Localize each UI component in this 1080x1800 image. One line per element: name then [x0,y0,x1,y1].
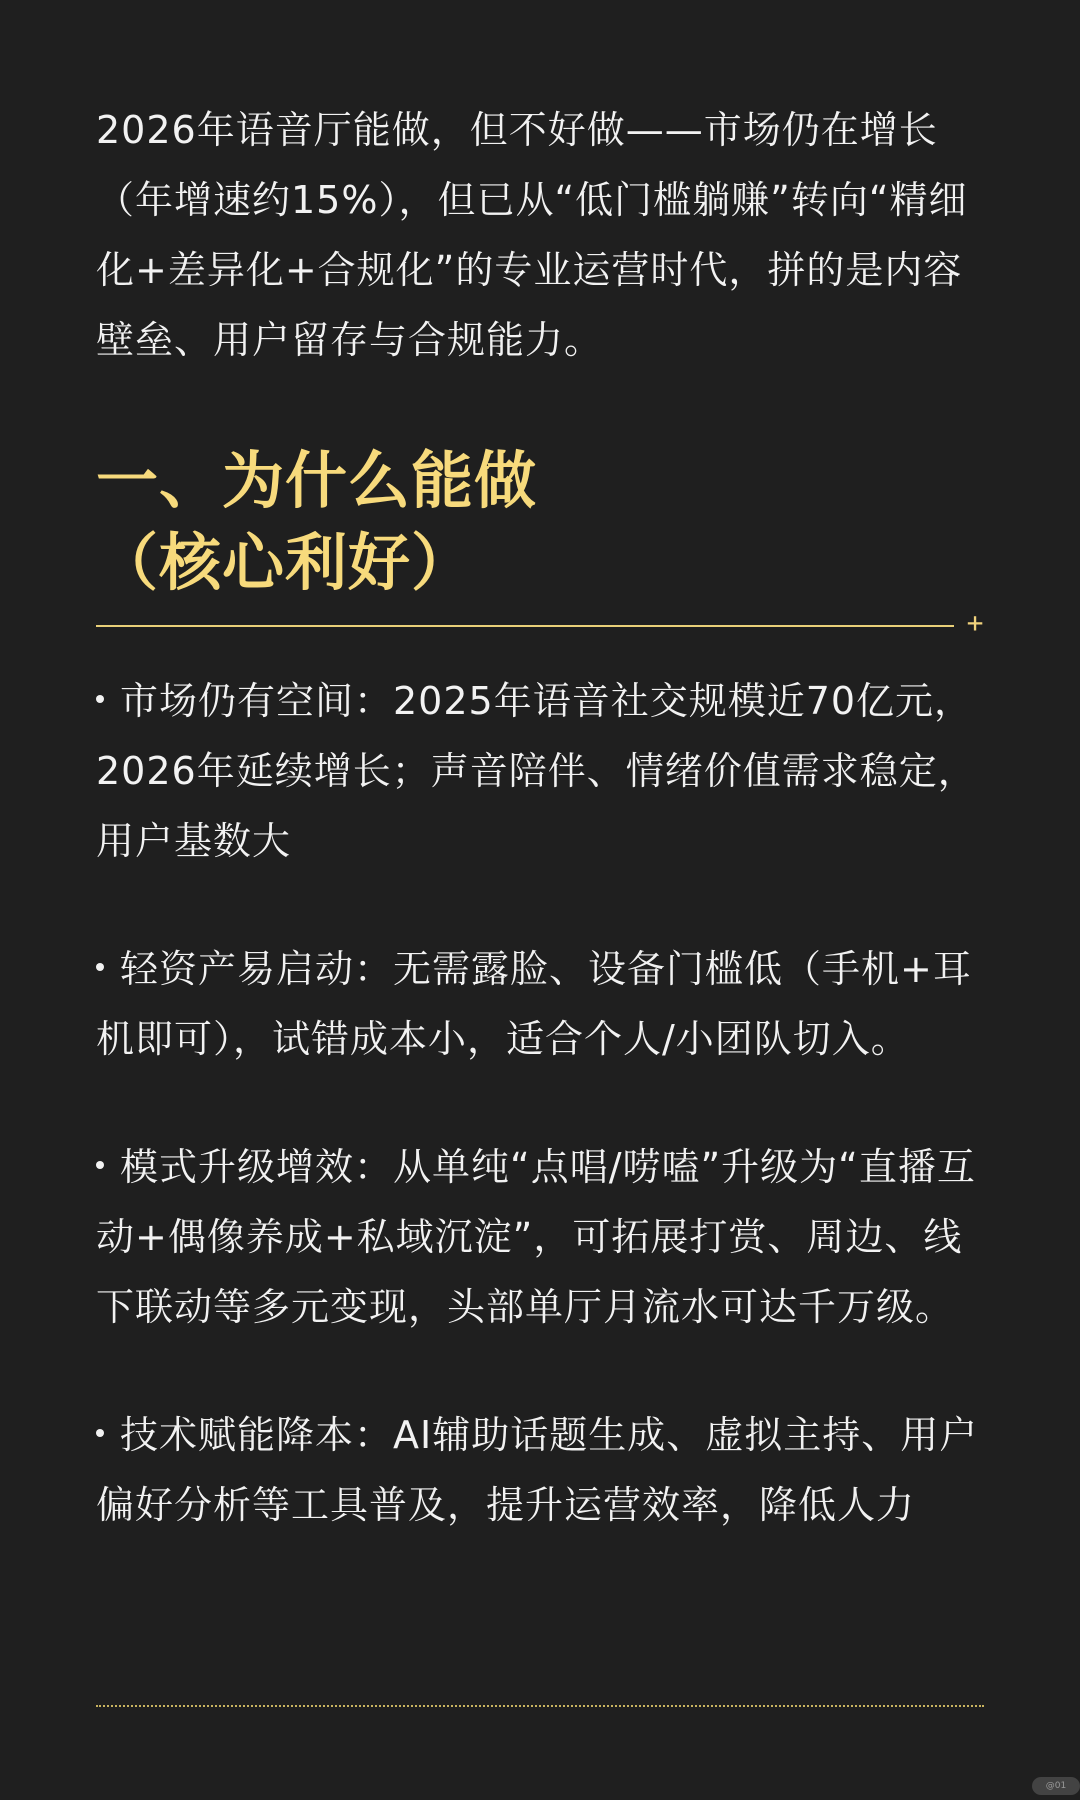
bullet-icon [96,1161,104,1169]
bullet-icon [96,963,104,971]
list-item-text: 轻资产易启动：无需露脸、设备门槛低（手机+耳机即可），试错成本小，适合个人/小团队切入。 [96,947,972,1061]
bullet-icon [96,1429,104,1437]
benefits-list [96,666,986,1598]
intro-paragraph: 2026年语音厅能做，但不好做——市场仍在增长（年增速约15%），但已从“低门槛躺赚”转向“精细化+差异化+合规化”的专业运营时代，拼的是内容壁垒、用户留存与合规能力。 [96,108,968,362]
list-item-text: 模式升级增效：从单纯“点唱/唠嗑”升级为“直播互动+偶像养成+私域沉淀”，可拓展打赏、周边、线下联动等多元变现，头部单厅月流水可达千万级。 [96,1145,976,1329]
list-item [96,1400,986,1540]
section-title-line-2: （核心利好） [96,526,475,599]
section-title [96,440,796,604]
bullet-icon [96,695,104,703]
plus-icon: + [966,606,984,639]
section-title-line-1: 一、为什么能做 [96,444,538,517]
list-item [96,1132,986,1342]
list-item [96,666,986,876]
list-item-text: 市场仍有空间：2025年语音社交规模近70亿元，2026年延续增长；声音陪伴、情绪价值需求稳定，用户基数大 [96,679,977,863]
list-item-text: 技术赋能降本：AI辅助话题生成、虚拟主持、用户偏好分析等工具普及，提升运营效率，降低人力 [96,1413,979,1527]
bottom-dotted-divider [96,1705,984,1707]
section-divider [96,625,954,627]
list-item [96,934,986,1074]
watermark-badge: @01 [1032,1777,1080,1795]
